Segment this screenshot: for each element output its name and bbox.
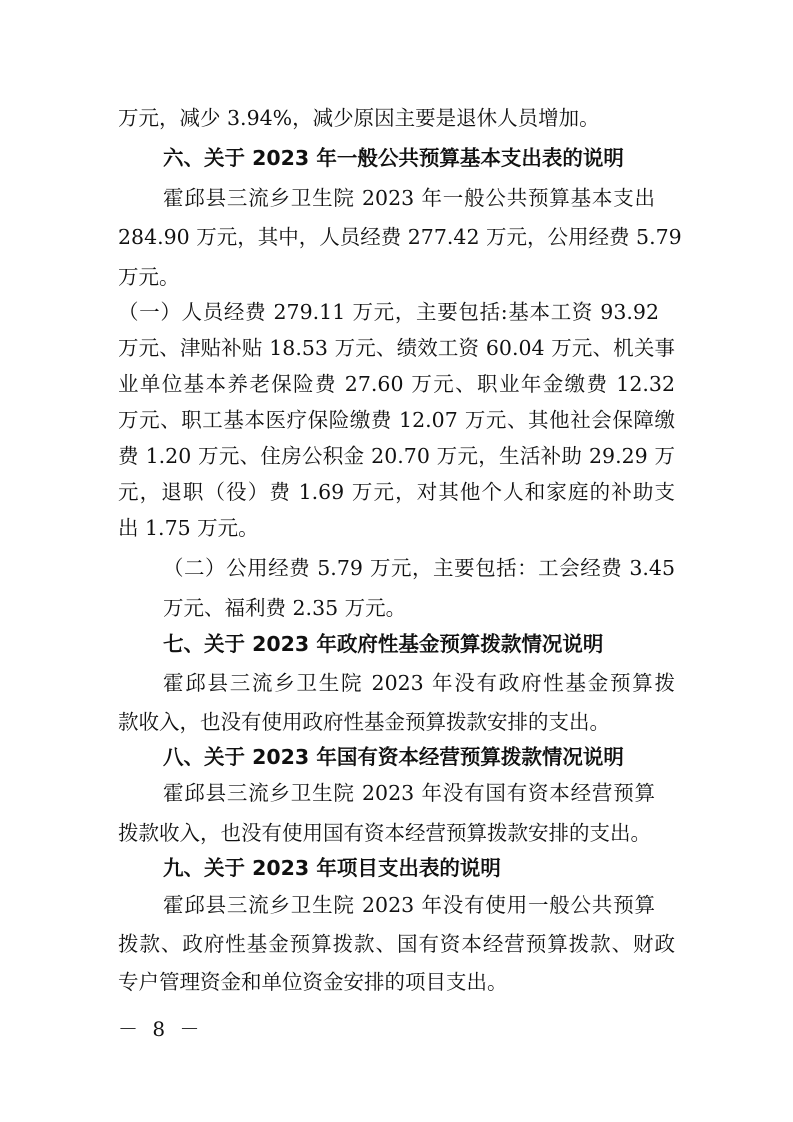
body-line: 万元、职工基本医疗保险缴费 12.07 万元、其他社会保障缴 <box>118 408 675 432</box>
body-line: 费 1.20 万元、住房公积金 20.70 万元，生活补助 29.29 万 <box>118 444 675 468</box>
body-line: 霍邱县三流乡卫生院 2023 年一般公共预算基本支出 <box>163 186 655 210</box>
body-line: 万元，减少 3.94%，减少原因主要是退休人员增加。 <box>118 106 600 130</box>
body-line: （一）人员经费 279.11 万元，主要包括:基本工资 93.92 <box>118 300 659 324</box>
body-line: 出 1.75 万元。 <box>118 516 259 540</box>
body-line: 款收入，也没有使用政府性基金预算拨款安排的支出。 <box>118 710 610 734</box>
section-heading-7: 七、关于 2023 年政府性基金预算拨款情况说明 <box>163 632 604 656</box>
body-line: 284.90 万元，其中，人员经费 277.42 万元，公用经费 5.79 <box>118 225 682 249</box>
body-line: 拨款收入，也没有使用国有资本经营预算拨款安排的支出。 <box>118 821 651 845</box>
body-line: 霍邱县三流乡卫生院 2023 年没有使用一般公共预算 <box>163 893 655 917</box>
body-line: 专户管理资金和单位资金安排的项目支出。 <box>118 970 508 994</box>
section-heading-8: 八、关于 2023 年国有资本经营预算拨款情况说明 <box>163 745 624 769</box>
body-line: （二）公用经费 5.79 万元，主要包括：工会经费 3.45 <box>163 556 675 580</box>
body-line: 元，退职（役）费 1.69 万元，对其他个人和家庭的补助支 <box>118 480 675 504</box>
body-line: 万元、福利费 2.35 万元。 <box>163 596 407 620</box>
body-line: 万元、津贴补贴 18.53 万元、绩效工资 60.04 万元、机关事 <box>118 336 675 360</box>
body-line: 业单位基本养老保险费 27.60 万元、职业年金缴费 12.32 <box>118 372 675 396</box>
page-number: － 8 － <box>118 1017 204 1041</box>
body-line: 霍邱县三流乡卫生院 2023 年没有国有资本经营预算 <box>163 781 655 805</box>
body-line: 万元。 <box>118 265 180 289</box>
body-line: 霍邱县三流乡卫生院 2023 年没有政府性基金预算拨 <box>163 671 675 695</box>
body-line: 拨款、政府性基金预算拨款、国有资本经营预算拨款、财政 <box>118 932 675 956</box>
section-heading-9: 九、关于 2023 年项目支出表的说明 <box>163 856 501 880</box>
section-heading-6: 六、关于 2023 年一般公共预算基本支出表的说明 <box>163 146 624 170</box>
